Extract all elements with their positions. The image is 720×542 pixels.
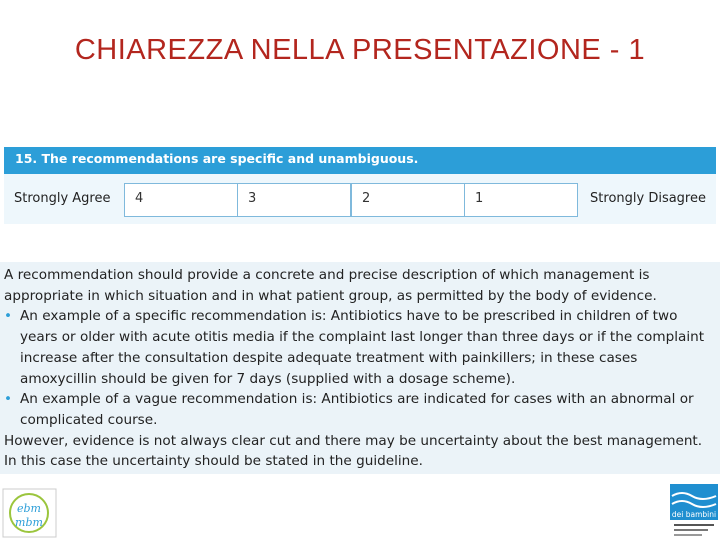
- scale-option-label: 1: [475, 191, 484, 206]
- scale-right-label: Strongly Disagree: [590, 191, 706, 206]
- scale-option-label: 2: [362, 191, 371, 206]
- explanation-text: [0, 262, 720, 474]
- closing-paragraph: However, evidence is not always clear cut and there may be uncertainty about the best management.: [4, 432, 703, 449]
- slide-title: CHIAREZZA NELLA PRESENTAZIONE - 1: [74, 34, 646, 66]
- gemelli-logo-text: dei bambini: [671, 510, 717, 519]
- bullet-text: An example of a vague recommendation is: Antibiotics are indicated for cases with an abnormal or complicated course.: [20, 391, 694, 428]
- rating-scale: [4, 174, 716, 224]
- scale-option[interactable]: [124, 183, 238, 217]
- bullet-icon: •: [4, 308, 13, 325]
- bullet-item: [4, 306, 716, 389]
- gemelli-bambini-logo-icon: [670, 484, 718, 538]
- bullet-item: [4, 389, 716, 430]
- closing-paragraph: In this case the uncertainty should be stated in the guideline.: [4, 453, 423, 470]
- scale-option[interactable]: [351, 183, 465, 217]
- scale-option-label: 4: [135, 191, 144, 206]
- scale-left-label: Strongly Agree: [14, 191, 111, 206]
- question-header: 15. The recommendations are specific and unambiguous.: [4, 147, 716, 174]
- scale-option-label: 3: [248, 191, 257, 206]
- scale-option[interactable]: [464, 183, 578, 217]
- bullet-text: An example of a specific recommendation is: Antibiotics have to be prescribed in children of two years or older with acute otitis media if the complaint last longer than three days or if the complaint increase after the consultation despite adequate treatment with painkillers; in these cases amoxycillin should be given for 7 days (supplied with a dosage scheme).: [20, 308, 705, 387]
- scale-option[interactable]: [237, 183, 351, 217]
- ebm-logo-text-bottom: mbm: [15, 516, 43, 529]
- ebm-logo-icon: [2, 488, 57, 538]
- bullet-icon: •: [4, 391, 13, 408]
- intro-paragraph: A recommendation should provide a concrete and precise description of which management is appropriate in which situation and in what patient group, as permitted by the body of evidence.: [4, 267, 657, 304]
- ebm-logo-text-top: ebm: [17, 502, 41, 515]
